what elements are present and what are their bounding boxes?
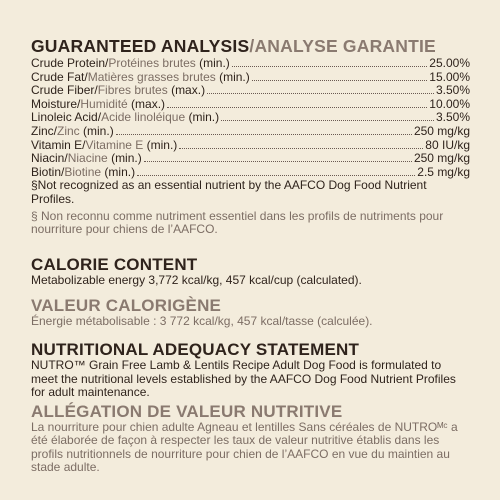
heading-separator: / [249,36,255,56]
dot-leader [137,175,415,176]
calorie-content-text-fr: Énergie métabolisable : 3 772 kcal/kg, 457 kcal/tasse (calculée). [31,314,373,329]
nutrient-qualifier: (max.) [127,96,166,111]
calorie-content-heading-fr: VALEUR CALORIGÈNE [31,296,222,316]
nutrient-fr: Protéines brutes [108,56,196,70]
guaranteed-analysis-table [31,57,470,179]
table-row [31,84,470,98]
nutrient-value: 25.00% [429,56,470,70]
adequacy-text: NUTRO™ Grain Free Lamb & Lentils Recipe Adult Dog Food is formulated to meet the nutritional levels established by the AAFCO Dog Food Nutrient Profiles for adult maintenance. [31,357,456,400]
nutrient-fr: Acide linoléique [101,110,186,125]
nutrient-en: Linoleic Acid [31,110,98,125]
table-row [31,152,470,166]
nutrient-separator: / [53,123,58,138]
footnote-en: §Not recognized as an essential nutrient by the AAFCO Dog Food Nutrient Profiles. [31,178,427,206]
nutrient-fr: Niacine [67,151,108,166]
nutrient-fr: Biotine [64,164,102,179]
nutrient-fr: Humidité [80,96,128,111]
nutrient-en: Biotin [31,164,62,179]
nutrient-fr: Fibres brutes [97,83,168,98]
table-row [31,166,470,180]
nutrient-separator: / [94,83,98,98]
nutrient-en: Vitamin E [31,137,83,152]
nutrient-separator: / [61,164,65,179]
dot-leader [221,120,434,121]
nutrient-en: Crude Fat [31,69,85,84]
table-row [31,57,470,71]
calorie-content-heading: CALORIE CONTENT [31,254,198,274]
adequacy-heading: NUTRITIONAL ADEQUACY STATEMENT [31,339,360,359]
nutrient-separator: / [82,137,86,152]
nutrient-fr: Zinc [57,123,80,138]
table-row [31,125,470,139]
nutrient-en: Crude Protein [31,56,106,70]
nutrient-separator: / [97,110,102,125]
dot-leader [144,161,412,162]
dot-leader [232,66,428,67]
nutrient-separator: / [84,69,88,84]
dot-leader [167,107,427,108]
heading-fr: ANALYSE GARANTIE [254,36,436,56]
table-row [31,71,470,85]
nutrient-qualifier: (min.) [185,110,220,125]
nutrient-en: Crude Fiber [31,83,95,98]
nutrient-separator: / [77,96,81,111]
nutrient-qualifier: (min.) [215,69,250,84]
nutrient-en: Moisture [31,96,78,111]
footnote-fr: § Non reconnu comme nutriment essentiel dans les profils de nutriments pour nourriture pour chiens de l’AAFCO. [31,208,444,237]
heading-en: GUARANTEED ANALYSIS [31,36,250,56]
nutrient-separator: / [64,151,68,166]
nutrient-value: 80 IU/kg [425,137,470,152]
nutrient-en: Niacin [31,151,65,166]
nutrient-qualifier: (min.) [79,123,114,138]
calorie-content-text: Metabolizable energy 3,772 kcal/kg, 457 kcal/cup (calculated). [31,272,362,287]
nutrient-value: 15.00% [429,69,470,84]
nutrient-value: 250 mg/kg [413,123,470,138]
nutrient-value: 2.5 mg/kg [417,164,470,179]
nutrient-qualifier: (max.) [167,83,206,98]
table-row [31,111,470,125]
dot-leader [252,80,428,81]
nutrient-value: 3.50% [435,83,470,98]
nutrient-value: 3.50% [435,110,470,125]
adequacy-heading-fr: ALLÉGATION DE VALEUR NUTRITIVE [31,401,343,421]
nutrient-qualifier: (min.) [195,56,230,70]
nutrient-en: Zinc [31,123,54,138]
dot-leader [179,148,423,149]
dot-leader [207,93,434,94]
guaranteed-analysis-heading [31,36,470,56]
nutrient-qualifier: (min.) [107,151,142,166]
dot-leader [116,134,412,135]
nutrient-fr: Vitamine E [85,137,144,152]
table-row [31,98,470,112]
table-row [31,139,470,153]
nutrient-value: 10.00% [429,96,470,111]
nutrient-separator: / [105,56,109,70]
nutrient-qualifier: (min.) [143,137,178,152]
nutrient-fr: Matières grasses brutes [87,69,216,84]
adequacy-text-fr: La nourriture pour chien adulte Agneau et lentilles Sans céréales de NUTROᴹᶜ a été élaborée de façon à respecter les taux de valeur nutritive établis dans les profils nutritionnels de nourriture pour chien de l’AAFCO en vue du maintien au stade adulte. [31,419,458,475]
nutrient-qualifier: (min.) [101,164,136,179]
nutrient-value: 250 mg/kg [413,151,470,166]
